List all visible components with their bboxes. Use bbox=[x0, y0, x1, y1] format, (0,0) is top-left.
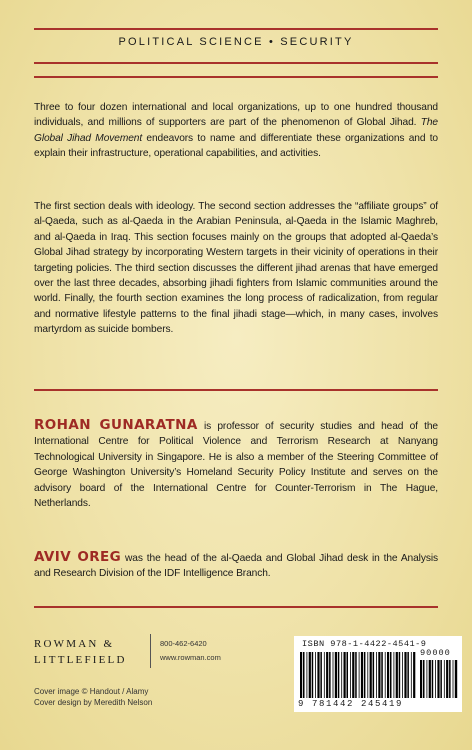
publisher-contact bbox=[160, 637, 221, 665]
publisher-website[interactable]: www.rowman.com bbox=[160, 653, 221, 662]
ean-barcode-bars bbox=[300, 652, 416, 698]
author-name-2: AVIV OREG bbox=[34, 549, 122, 565]
publisher-divider bbox=[150, 634, 151, 668]
book-title: The Global Jihad Movement bbox=[34, 117, 438, 144]
design-credit: Cover design by Meredith Nelson bbox=[34, 698, 153, 707]
top-rule-upper bbox=[34, 28, 438, 30]
description-paragraph-1: Three to four dozen international and local organizations, up to one hundred thousand individuals, and millions of supporters are part of the phenomenon of Global Jihad. The Global Jihad Movement endeavors to name and differentiate these organizations and to explain their infrastructure, operational capabilities, and activities. bbox=[34, 102, 438, 160]
author-name-1: ROHAN GUNARATNA bbox=[34, 417, 198, 433]
image-credit: Cover image © Handout / Alamy bbox=[34, 687, 149, 696]
section-rule-3 bbox=[34, 606, 438, 608]
section-rule-2 bbox=[34, 389, 438, 391]
cover-credits bbox=[34, 686, 152, 708]
author-bio-2: AVIV OREG was the head of the al-Qaeda and Global Jihad desk in the Analysis and Research Division of the IDF Intelligence Branch. bbox=[34, 549, 438, 580]
publisher-phone: 800-462-6420 bbox=[160, 639, 207, 648]
isbn-text: ISBN 978-1-4422-4541-9 bbox=[302, 639, 427, 649]
section-rule-1 bbox=[34, 76, 438, 78]
barcode-digits: 9 781442 245419 bbox=[298, 699, 404, 709]
publisher-logo: ROWMAN & LITTLEFIELD bbox=[34, 638, 127, 666]
price-code-text: 90000 bbox=[420, 648, 451, 658]
barcode bbox=[294, 636, 462, 712]
category-label: POLITICAL SCIENCE • SECURITY bbox=[118, 36, 354, 48]
top-rule-lower bbox=[34, 62, 438, 64]
price-barcode-bars bbox=[420, 660, 458, 698]
author-bio-1: ROHAN GUNARATNA is professor of security studies and head of the International Centre for Political Violence and Terrorism Research at Nanyang Technological University in Singapore. He is also a member of the Steering Committee of George Washington University’s Homeland Security Policy Institute and serves on the advisory board of the International Centre for Counter-Terrorism in The Hague, Netherlands. bbox=[34, 417, 439, 510]
description-paragraph-2: The first section deals with ideology. The second section addresses the “affiliate groups” of al-Qaeda, such as al-Qaeda in the Arabian Peninsula, al-Qaeda in the Islamic Maghreb, and al-Qaeda in Iraq. This section focuses mainly on the groups that adopted al-Qaeda’s Global Jihad strategy by incorporating Western targets in their vicinity of operations in their targeting policies. The third section discusses the different jihad arenas that have emerged over the last three decades, absorbing jihadi fighters from Islamic communities around the world. Finally, the fourth section examines the long process of radicalization, from regular and normative lifestyle patterns to the final jihadi stage—which, in many cases, involves martyrdom as suicide bombers. bbox=[34, 201, 438, 336]
